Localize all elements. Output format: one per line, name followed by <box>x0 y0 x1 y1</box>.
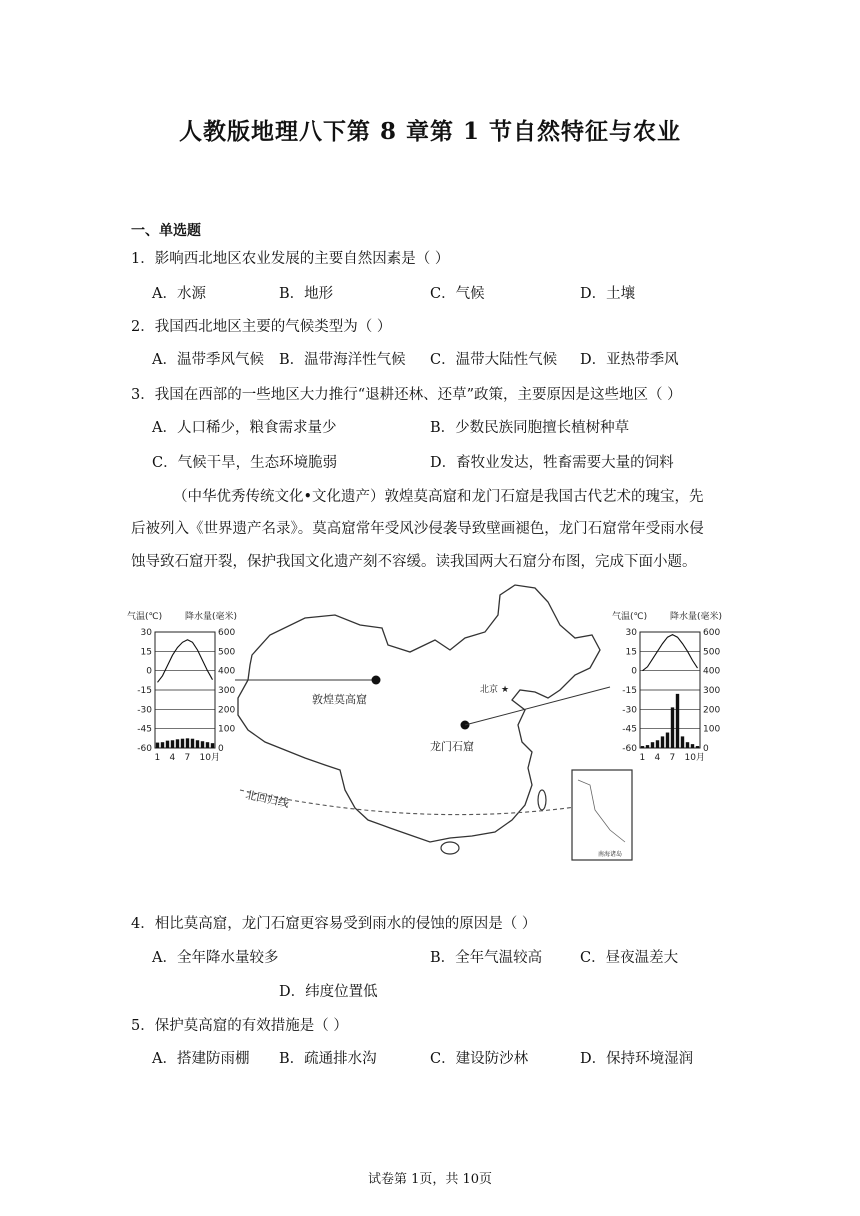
question-5-option-b: B．疏通排水沟 <box>279 1051 377 1067</box>
temp-tick-label: -15 <box>622 686 637 696</box>
question-4-option-d: D．纬度位置低 <box>279 984 378 1000</box>
precip-bar <box>661 736 664 748</box>
question-3-option-d: D．畜牧业发达，牲畜需要大量的饲料 <box>430 455 674 471</box>
month-tick-label: 4 <box>654 753 661 763</box>
question-3-stem: 3．我国在西部的一些地区大力推行“退耕还林、还草”政策，主要原因是这些地区（ ） <box>131 387 682 403</box>
precip-tick-label: 400 <box>703 666 721 677</box>
question-5-option-d: D．保持环境湿润 <box>580 1051 694 1067</box>
precip-tick-label: 400 <box>218 666 236 677</box>
precip-bar <box>211 743 214 748</box>
precip-tick-label: 200 <box>703 705 721 716</box>
precip-bar <box>156 743 159 748</box>
temp-tick-label: 0 <box>146 666 152 677</box>
passage-line-3: 蚀导致石窟开裂，保护我国文化遗产刻不容缓。读我国两大石窟分布图，完成下面小题。 <box>131 554 697 570</box>
precip-bar <box>171 740 174 748</box>
question-4-option-c: C．昼夜温差大 <box>580 950 679 966</box>
precip-tick-label: 0 <box>703 744 709 754</box>
precip-tick-label: 300 <box>703 686 721 696</box>
question-5-stem: 5．保护莫高窟的有效措施是（ ） <box>131 1018 348 1034</box>
precip-tick-label: 300 <box>218 686 236 696</box>
precip-tick-label: 100 <box>218 724 236 735</box>
temperature-line <box>643 635 698 671</box>
question-4-stem: 4．相比莫高窟，龙门石窟更容易受到雨水的侵蚀的原因是（ ） <box>131 916 537 932</box>
longmen-label: 龙门石窟 <box>430 740 474 753</box>
document-title: 人教版地理八下第 8 章第 1 节自然特征与农业 <box>178 118 682 145</box>
precip-bar <box>176 739 179 748</box>
precip-bar <box>186 738 189 748</box>
temp-tick-label: -30 <box>137 705 152 716</box>
question-2-stem: 2．我国西北地区主要的气候类型为（ ） <box>131 319 392 335</box>
temp-tick-label: -45 <box>137 724 152 735</box>
month-tick-label: 7 <box>669 753 676 763</box>
month-tick-label: 4 <box>169 753 176 763</box>
temp-tick-label: 0 <box>631 666 637 677</box>
temp-tick-label: -15 <box>137 686 152 696</box>
precip-bar <box>656 740 659 748</box>
month-tick-label: 10月 <box>199 753 220 763</box>
temperature-line <box>158 640 213 683</box>
month-tick-label: 1 <box>154 753 161 763</box>
question-4-option-b: B．全年气温较高 <box>430 950 543 966</box>
precip-axis-title: 降水量(毫米) <box>185 612 238 622</box>
question-2-option-a: A．温带季风气候 <box>152 352 264 368</box>
longmen-climate-chart <box>612 608 730 768</box>
precip-bar <box>676 694 679 748</box>
hainan-island <box>441 842 459 854</box>
precip-bar <box>161 742 164 748</box>
temp-tick-label: -45 <box>622 724 637 735</box>
precip-bar <box>686 742 689 748</box>
question-1-option-a: A．水源 <box>152 286 206 302</box>
question-4-option-a: A．全年降水量较多 <box>152 950 279 966</box>
south-china-sea-inset <box>572 770 632 860</box>
temp-axis-title: 气温(℃) <box>127 612 163 622</box>
temp-tick-label: 15 <box>140 647 152 658</box>
temp-axis-title: 气温(℃) <box>612 612 648 622</box>
question-2-option-c: C．温带大陆性气候 <box>430 352 558 368</box>
question-5-option-c: C．建设防沙林 <box>430 1051 529 1067</box>
precip-bar <box>641 746 644 748</box>
question-1-option-c: C．气候 <box>430 286 485 302</box>
beijing-label: 北京 <box>480 685 499 695</box>
precip-bar <box>651 742 654 748</box>
dunhuang-label: 敦煌莫高窟 <box>312 693 367 706</box>
temp-tick-label: 30 <box>140 628 152 638</box>
dunhuang-marker <box>372 676 381 685</box>
question-1-stem: 1．影响西北地区农业发展的主要自然因素是（ ） <box>131 251 450 267</box>
precip-bar <box>691 744 694 748</box>
precip-bar <box>666 733 669 748</box>
temp-tick-label: 15 <box>625 647 637 658</box>
temp-tick-label: -60 <box>137 744 152 754</box>
precip-tick-label: 500 <box>218 647 236 658</box>
precip-bar <box>201 741 204 748</box>
question-2-option-d: D．亚热带季风 <box>580 352 679 368</box>
dunhuang-climate-chart <box>127 608 242 768</box>
taiwan-island <box>538 790 546 810</box>
precip-tick-label: 200 <box>218 705 236 716</box>
precip-tick-label: 600 <box>703 628 721 638</box>
precip-bar <box>206 742 209 748</box>
temp-tick-label: 30 <box>625 628 637 638</box>
temp-tick-label: -30 <box>622 705 637 716</box>
question-1-option-d: D．土壤 <box>580 286 636 302</box>
section-heading: 一、单选题 <box>131 223 201 239</box>
month-tick-label: 10月 <box>684 753 705 763</box>
question-3-option-b: B．少数民族同胞擅长植树种草 <box>430 420 630 436</box>
precip-bar <box>166 741 169 748</box>
question-1-option-b: B．地形 <box>279 286 334 302</box>
temp-tick-label: -60 <box>622 744 637 754</box>
month-tick-label: 1 <box>639 753 646 763</box>
precip-bar <box>681 736 684 748</box>
precip-axis-title: 降水量(毫米) <box>670 612 723 622</box>
question-3-option-c: C．气候干旱，生态环境脆弱 <box>152 455 338 471</box>
precip-tick-label: 600 <box>218 628 236 638</box>
precip-tick-label: 100 <box>703 724 721 735</box>
precip-bar <box>181 739 184 748</box>
precip-bar <box>196 740 199 748</box>
beijing-star-icon: ★ <box>501 685 510 695</box>
question-5-option-a: A．搭建防雨棚 <box>152 1051 250 1067</box>
page-footer: 试卷第 1页，共 10页 <box>367 1172 493 1187</box>
precip-bar <box>671 707 674 748</box>
precip-tick-label: 0 <box>218 744 224 754</box>
month-tick-label: 7 <box>184 753 191 763</box>
precip-tick-label: 500 <box>703 647 721 658</box>
passage-line-1: （中华优秀传统文化•文化遗产）敦煌莫高窟和龙门石窟是我国古代艺术的瑰宝，先 <box>173 489 704 505</box>
precip-bar <box>696 746 699 748</box>
passage-line-2: 后被列入《世界遗产名录》。莫高窟常年受风沙侵袭导致壁画褪色，龙门石窟常年受雨水侵 <box>131 521 704 537</box>
tropic-label: 北回归线 <box>244 788 291 811</box>
inset-label: 南海诸岛 <box>598 851 623 858</box>
precip-bar <box>646 745 649 748</box>
question-3-option-a: A．人口稀少，粮食需求量少 <box>152 420 337 436</box>
question-2-option-b: B．温带海洋性气候 <box>279 352 406 368</box>
precip-bar <box>191 739 194 748</box>
